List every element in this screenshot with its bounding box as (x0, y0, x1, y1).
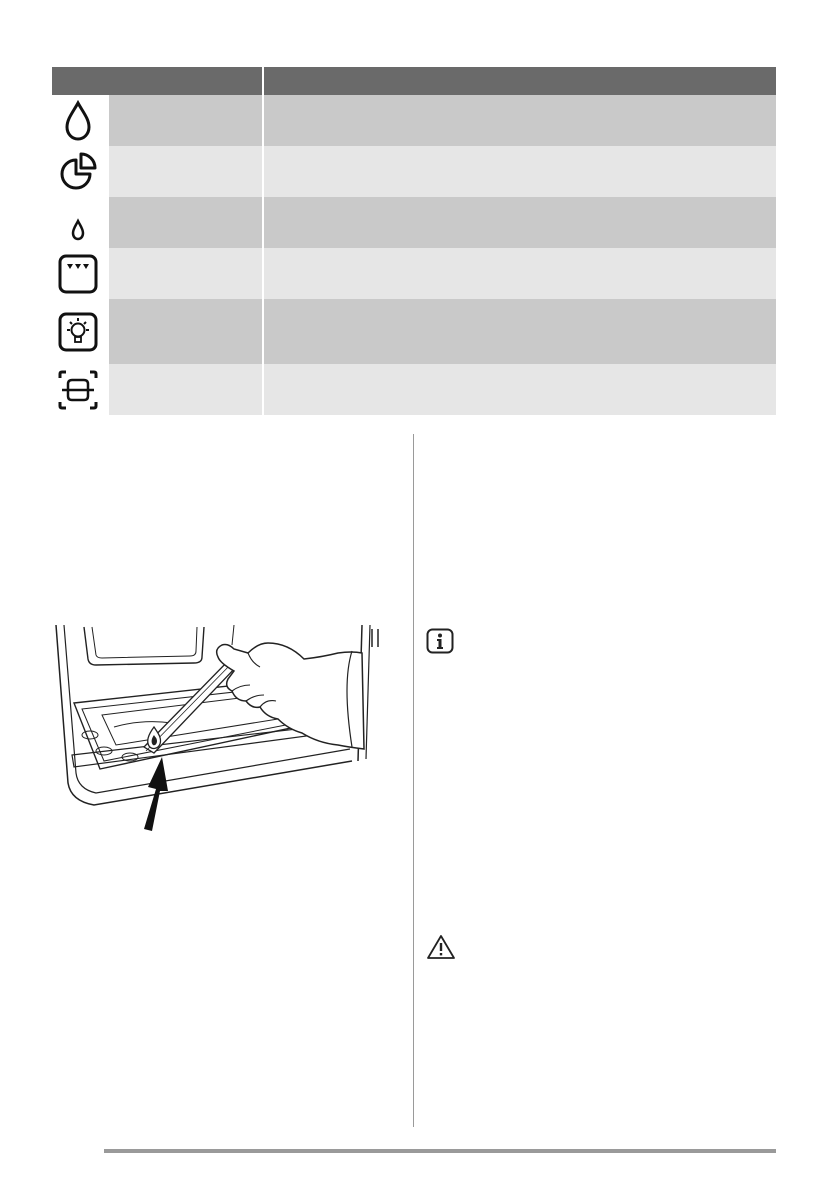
symbol-name-cell (109, 197, 262, 248)
oven-illustration-svg (52, 623, 382, 833)
header-separator (262, 67, 264, 95)
warning-triangle-icon (426, 934, 456, 965)
small-flame-icon (54, 199, 102, 247)
symbol-description-cell (264, 197, 776, 248)
symbol-name-cell (109, 95, 262, 146)
symbol-description-cell (264, 248, 776, 299)
symbol-name-cell (109, 248, 262, 299)
table-row (52, 299, 776, 364)
oven-lamp-icon (54, 308, 102, 356)
icon-cell (52, 364, 107, 415)
oven-burner-ignition-illustration (52, 623, 382, 838)
symbol-table (52, 67, 776, 415)
table-row (52, 146, 776, 197)
gas-flame-icon (54, 97, 102, 145)
table-row (52, 95, 776, 146)
oven-grill-icon (54, 250, 102, 298)
footer-rule (104, 1149, 776, 1153)
symbol-description-cell (264, 364, 776, 415)
column-divider (413, 434, 414, 1127)
oven-fan-icon (54, 366, 102, 414)
icon-cell (52, 95, 107, 146)
icon-cell (52, 248, 107, 299)
pie-chart-icon (54, 148, 102, 196)
table-row (52, 197, 776, 248)
icon-cell (52, 299, 107, 364)
icon-cell (52, 197, 107, 248)
symbol-description-cell (264, 95, 776, 146)
symbol-description-cell (264, 299, 776, 364)
table-header (52, 67, 776, 95)
information-icon (426, 628, 454, 659)
table-row (52, 248, 776, 299)
symbol-name-cell (109, 146, 262, 197)
symbol-name-cell (109, 364, 262, 415)
icon-cell (52, 146, 107, 197)
symbol-description-cell (264, 146, 776, 197)
table-row (52, 364, 776, 415)
symbol-name-cell (109, 299, 262, 364)
